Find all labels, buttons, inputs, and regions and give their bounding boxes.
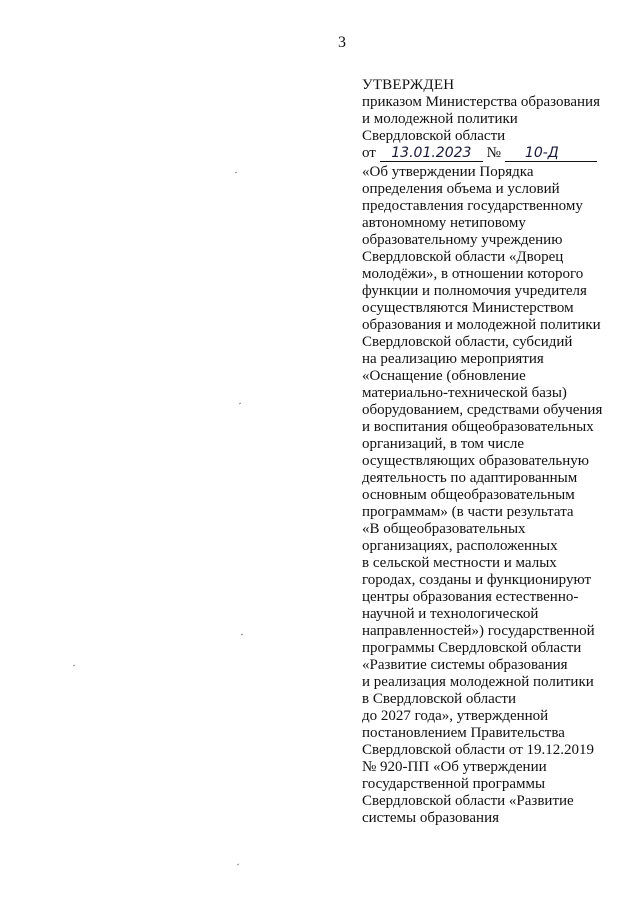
subject-line: постановлением Правительства <box>362 725 565 741</box>
approval-block <box>362 77 632 827</box>
subject-line: городах, созданы и функционируют <box>362 572 592 588</box>
issuer-line: приказом Министерства образования <box>362 94 600 110</box>
subject-line: основным общеобразовательным <box>362 487 575 503</box>
approval-title: УТВЕРЖДЕН <box>362 77 455 93</box>
subject-line: деятельность по адаптированным <box>362 470 578 486</box>
order-date-number-line <box>362 145 632 164</box>
subject-line: государственной программы <box>362 776 546 792</box>
subject-line: образовательному учреждению <box>362 232 563 248</box>
subject-line: Свердловской области от 19.12.2019 <box>362 742 595 758</box>
subject-line: и реализация молодежной политики <box>362 674 594 690</box>
subject-line: автономному нетиповому <box>362 215 526 231</box>
subject-line: предоставления государственному <box>362 198 583 214</box>
subject-line: научной и технологической <box>362 606 539 622</box>
subject-line: в Свердловской области <box>362 691 517 707</box>
subject-line: материально-технической базы) <box>362 385 567 401</box>
subject-line: в сельской местности и малых <box>362 555 557 571</box>
scan-speck <box>235 172 237 174</box>
subject-line: «Развитие системы образования <box>362 657 568 673</box>
subject-line: Свердловской области «Развитие <box>362 793 574 809</box>
subject-line: «Оснащение (обновление <box>362 368 526 384</box>
subject-line: «Об утверждении Порядка <box>362 164 534 180</box>
order-date-handwritten: 13.01.2023 <box>380 146 483 162</box>
number-prefix: № <box>486 145 501 161</box>
subject-line: организациях, расположенных <box>362 538 558 554</box>
date-prefix: от <box>362 145 376 161</box>
order-subject <box>362 164 632 827</box>
subject-line: и воспитания общеобразовательных <box>362 419 594 435</box>
subject-line: организаций, в том числе <box>362 436 525 452</box>
subject-line: осуществляющих образовательную <box>362 453 589 469</box>
scan-speck <box>73 665 75 667</box>
subject-line: осуществляются Министерством <box>362 300 574 316</box>
scan-speck <box>241 634 243 636</box>
subject-line: Свердловской области «Дворец <box>362 249 564 265</box>
subject-line: программам» (в части результата <box>362 504 574 520</box>
subject-line: Свердловской области, субсидий <box>362 334 573 350</box>
subject-line: образования и молодежной политики <box>362 317 601 333</box>
subject-line: функции и полномочия учредителя <box>362 283 587 299</box>
subject-line: № 920-ПП «Об утверждении <box>362 759 547 775</box>
subject-line: оборудованием, средствами обучения <box>362 402 603 418</box>
subject-line: молодёжи», в отношении которого <box>362 266 584 282</box>
scan-speck <box>239 403 241 405</box>
subject-line: определения объема и условий <box>362 181 560 197</box>
subject-line: направленностей») государственной <box>362 623 595 639</box>
subject-line: программы Свердловской области <box>362 640 582 656</box>
subject-line: «В общеобразовательных <box>362 521 526 537</box>
scan-speck <box>237 864 239 866</box>
page-number: 3 <box>338 34 346 51</box>
order-number-handwritten: 10-Д <box>505 146 597 162</box>
subject-line: центры образования естественно- <box>362 589 579 605</box>
subject-line: системы образования <box>362 810 499 826</box>
issuer-line: Свердловской области <box>362 128 506 144</box>
subject-line: на реализацию мероприятия <box>362 351 544 367</box>
subject-line: до 2027 года», утвержденной <box>362 708 549 724</box>
issuer-line: и молодежной политики <box>362 111 518 127</box>
